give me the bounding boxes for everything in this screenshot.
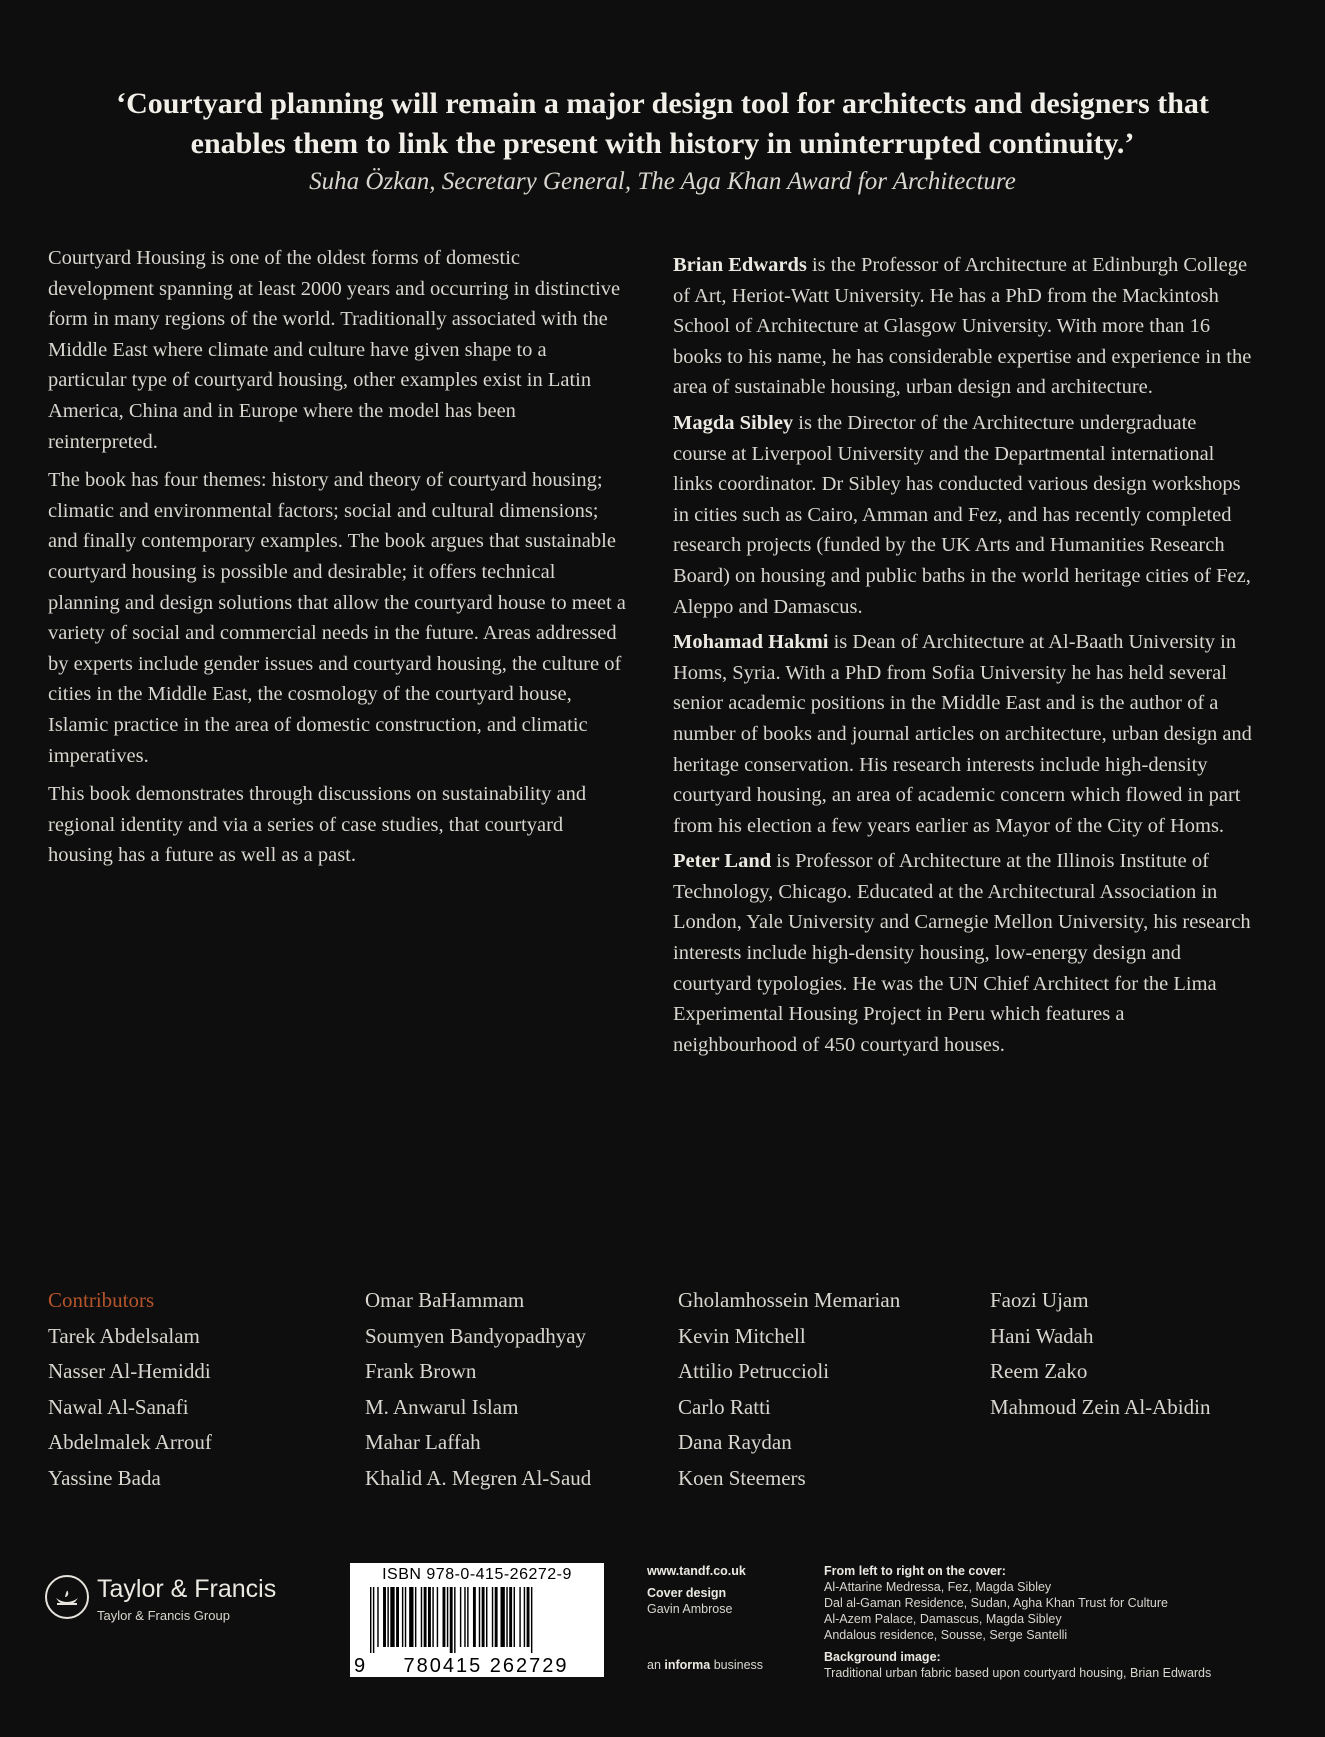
bio-text: is the Director of the Architecture undergraduate course at Liverpool University and the Departmental international links coordinator. Dr Sibley has conducted various design workshops in cities such as Cairo, Amman and Fez, and has recently completed research projects (funded by the UK Arts and Humanities Research Board) on housing and public baths in the world heritage cities of Fez, Aleppo and Damascus. — [673, 411, 1251, 618]
background-image-text: Traditional urban fabric based upon courtyard housing, Brian Edwards — [824, 1666, 1212, 1680]
contributor-name: Attilio Petruccioli — [678, 1359, 830, 1383]
cover-credit-item: Andalous residence, Sousse, Serge Santelli — [824, 1628, 1068, 1642]
publisher-group: Taylor & Francis Group — [97, 1608, 230, 1623]
bio-name: Peter Land — [673, 850, 772, 873]
taylor-francis-lamp-icon — [45, 1575, 89, 1619]
bio-name: Brian Edwards — [673, 254, 807, 276]
quote-line-2: enables them to link the present with history in uninterrupted continuity.’ — [190, 127, 1135, 160]
contributor-name: Kevin Mitchell — [678, 1323, 806, 1348]
cover-credits — [824, 1563, 1304, 1681]
contributors-title: Contributors — [48, 1288, 155, 1312]
bio-text: is Professor of Architecture at the Illinois Institute of Technology, Chicago. Educated at the Architectural Association in London, Yale University and Carnegie Mellon University, his research interests include high-density housing, low-energy design and courtyard typologies. He was the UN Chief Architect for the Lima Experimental Housing Project in Peru which features a neighbourhood of 450 courtyard houses. — [673, 850, 1251, 1056]
contributor-name: Koen Steemers — [678, 1465, 806, 1490]
bio-brian-edwards — [673, 250, 1253, 403]
description-paragraph: Courtyard Housing is one of the oldest forms of domestic development spanning at least 2000 years and occurring in distinctive form in many regions of the world. Traditionally associated with the Middle East where climate and culture have given shape to a particular type of courtyard housing, other examples exist in Latin America, China and in Europe where the model has been reinterpreted. — [48, 247, 621, 453]
contributors-column-4 — [990, 1283, 1290, 1425]
contributors-column-2 — [365, 1283, 665, 1496]
contributor-name: Gholamhossein Memarian — [678, 1288, 901, 1312]
cover-credits-heading: From left to right on the cover: — [824, 1564, 1006, 1578]
contributor-name: Omar BaHammam — [365, 1288, 525, 1312]
publisher-info — [647, 1563, 807, 1617]
cover-quote — [40, 84, 1285, 164]
bio-magda-sibley — [673, 408, 1253, 622]
contributor-name: M. Anwarul Islam — [365, 1394, 519, 1419]
contributor-name: Mahmoud Zein Al-Abidin — [990, 1394, 1211, 1419]
ean-number: 780415 262729 — [403, 1655, 569, 1677]
contributor-name: Faozi Ujam — [990, 1288, 1089, 1312]
contributor-name: Nasser Al-Hemiddi — [48, 1359, 211, 1383]
informa-bold: informa — [664, 1658, 711, 1672]
informa-suffix: business — [710, 1658, 764, 1672]
isbn-text: ISBN 978-0-415-26272-9 — [382, 1566, 572, 1583]
contributor-name: Hani Wadah — [990, 1323, 1094, 1348]
contributor-name: Khalid A. Megren Al-Saud — [365, 1465, 592, 1490]
bio-text: is Dean of Architecture at Al-Baath University in Homs, Syria. With a PhD from Sofia University he has held several senior academic positions in the Middle East and is the author of a number of books and journal articles on architecture, urban design and heritage conservation. His research interests include high-density courtyard housing, an area of academic concern which flowed in part from his election a few years earlier as Mayor of the City of Homs. — [673, 631, 1252, 837]
ean-first-digit: 9 — [354, 1655, 366, 1677]
contributor-name: Soumyen Bandyopadhyay — [365, 1323, 587, 1348]
cover-design-label: Cover design — [647, 1586, 727, 1600]
contributor-name: Tarek Abdelsalam — [48, 1323, 200, 1348]
bio-text: is the Professor of Architecture at Edinburgh College of Art, Heriot-Watt University. He has a PhD from the Mackintosh School of Architecture at Glasgow University. With more than 16 books to his name, he has considerable expertise and experience in the area of sustainable housing, urban design and architecture. — [673, 254, 1252, 399]
publisher-name: Taylor & Francis — [97, 1575, 277, 1603]
cover-designer: Gavin Ambrose — [647, 1602, 733, 1616]
contributors-column-3 — [678, 1283, 978, 1496]
contributor-name: Frank Brown — [365, 1359, 477, 1383]
informa-prefix: an — [647, 1658, 665, 1672]
bio-name: Mohamad Hakmi — [673, 631, 829, 654]
bio-mohamad-hakmi — [673, 627, 1253, 841]
contributor-name: Carlo Ratti — [678, 1394, 771, 1419]
book-description — [48, 243, 628, 879]
author-bios — [673, 250, 1253, 1065]
isbn-barcode — [350, 1563, 604, 1677]
contributors-column-1 — [48, 1283, 348, 1496]
quote-line-1: ‘Courtyard planning will remain a major design tool for architects and designers that — [116, 87, 1209, 120]
quote-attribution: Suha Özkan, Secretary General, The Aga Khan Award for Architecture — [309, 168, 1016, 195]
informa-business — [647, 1658, 763, 1672]
contributor-name: Yassine Bada — [48, 1465, 161, 1490]
description-paragraph: This book demonstrates through discussions on sustainability and regional identity and via a series of case studies, that courtyard housing has a future as well as a past. — [48, 783, 587, 867]
publisher-website: www.tandf.co.uk — [647, 1564, 746, 1578]
contributor-name: Reem Zako — [990, 1359, 1088, 1383]
cover-credit-item: Dal al-Gaman Residence, Sudan, Agha Khan Trust for Culture — [824, 1596, 1168, 1610]
description-paragraph: The book has four themes: history and theory of courtyard housing; climatic and environmental factors; social and cultural dimensions; and finally contemporary examples. The book argues that sustainable courtyard housing is possible and desirable; it offers technical planning and design solutions that allow the courtyard house to meet a variety of social and commercial needs in the future. Areas addressed by experts include gender issues and courtyard housing, the culture of cities in the Middle East, the cosmology of the courtyard house, Islamic practice in the area of domestic construction, and climatic imperatives. — [48, 469, 626, 767]
bio-name: Magda Sibley — [673, 411, 794, 434]
barcode-bars — [370, 1587, 584, 1653]
cover-credit-item: Al-Attarine Medressa, Fez, Magda Sibley — [824, 1580, 1052, 1594]
contributor-name: Nawal Al-Sanafi — [48, 1394, 189, 1419]
bio-peter-land — [673, 846, 1253, 1060]
contributor-name: Abdelmalek Arrouf — [48, 1430, 212, 1454]
contributor-name: Dana Raydan — [678, 1430, 792, 1454]
contributor-name: Mahar Laffah — [365, 1430, 481, 1454]
cover-credit-item: Al-Azem Palace, Damascus, Magda Sibley — [824, 1612, 1062, 1626]
background-image-heading: Background image: — [824, 1650, 941, 1664]
